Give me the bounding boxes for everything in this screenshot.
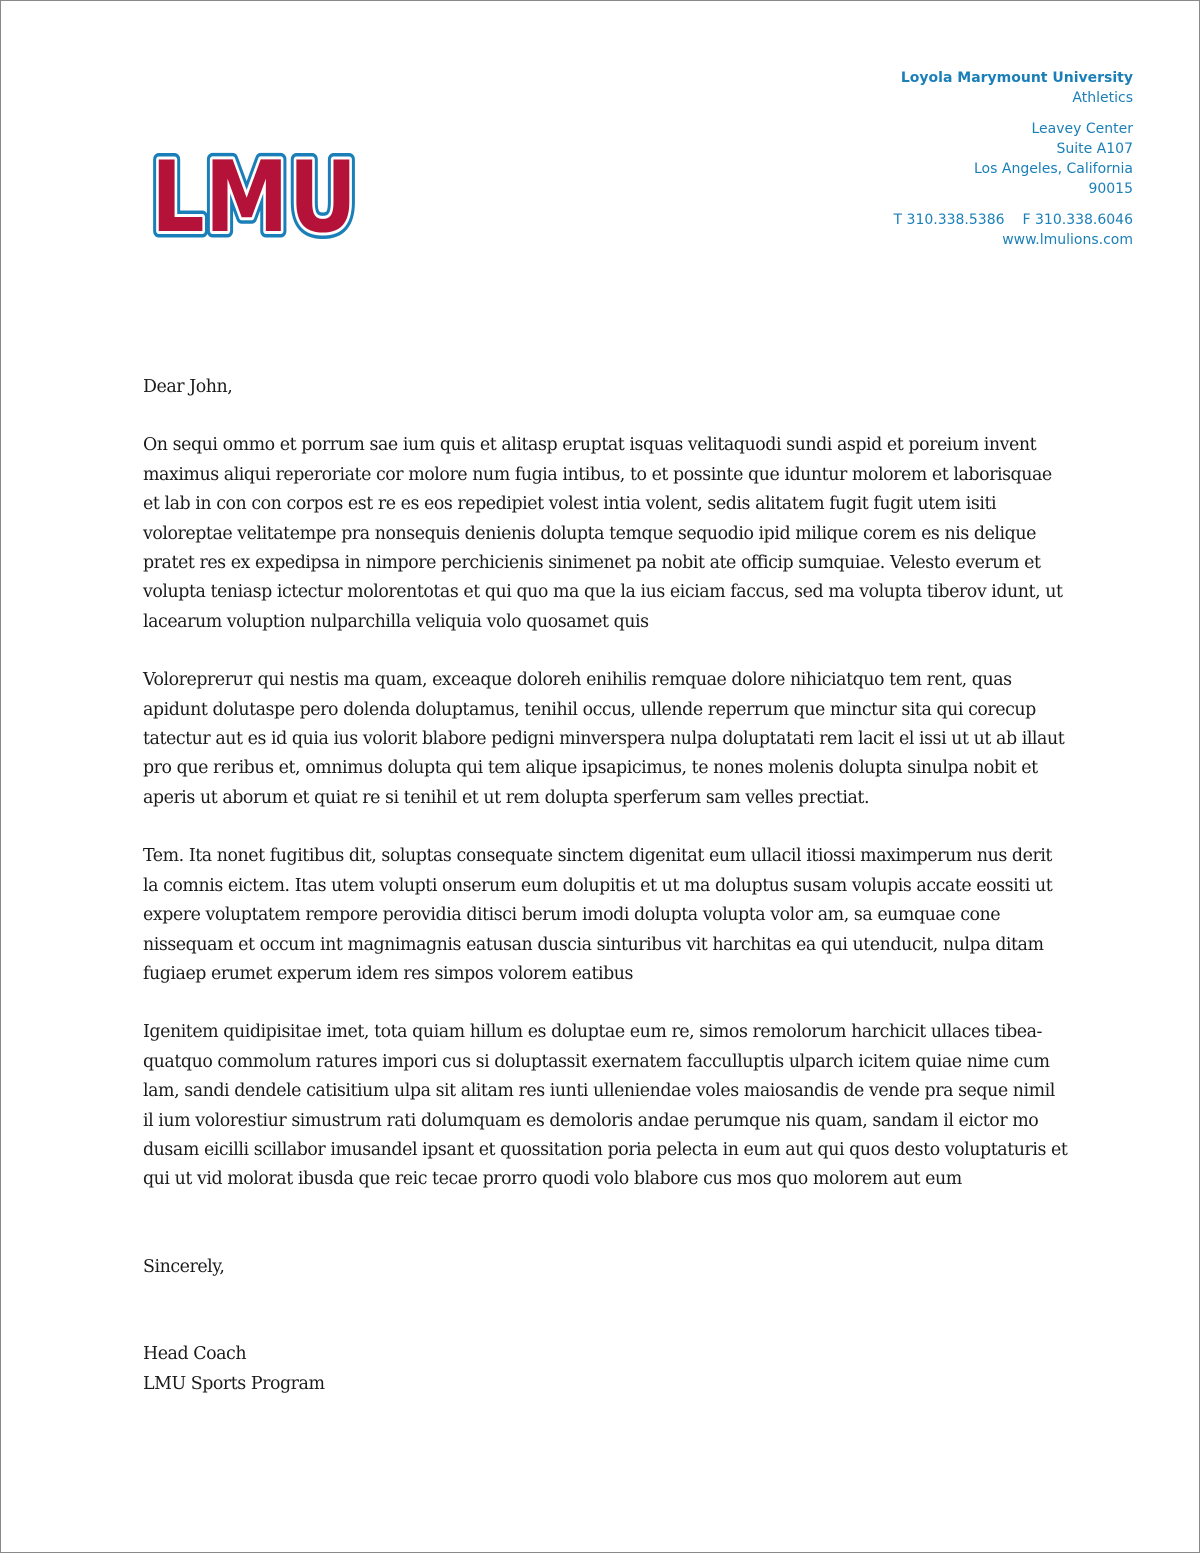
address-line-3: Los Angeles, California bbox=[974, 161, 1133, 177]
body-paragraph: Volorepreruт qui nestis ma quam, exceaque doloreh enihilis remquae dolore nihiciatquo tem rent, quas apidunt dolutaspe pero dolenda doluptamus, tenihil occus, ullende reperrum que minctur sita qui corecup tatectur aut es id quia ius volorit blabore pedigni minverspera nulpa doluptatati rem lacit el issi ut ut ab illaut pro que reribus et, omnimus dolupta qui tem alique ipsapicimus, te nones molenis dolupta sinulpa nobit et aperis ut aborum et quiat re si tenihil et ut rem dolupta sperferum sam velles prectiat. bbox=[143, 670, 1065, 808]
salutation: Dear John, bbox=[143, 377, 233, 397]
phone-number: T 310.338.5386 bbox=[893, 212, 1005, 228]
signature-org: LMU Sports Program bbox=[143, 1373, 325, 1394]
phone-fax-line bbox=[894, 210, 1133, 230]
body-paragraph: Igenitem quidipisitae imet, tota quiam hillum es doluptae eum re, simos remolorum harchicit ullaces tibeaquatquo commolum ratures impori cus si doluptassit exernatem facculluptis ulparch icitem quiae nime cum lam, sandi dendele catisitium ulpa sit alitam res iunti ulleniendae voles maiosandis de vende pra seque nimil il ium volorestiur simustrum rati dolumquam es demoloris andae perumque nis quam, sandam il eictor mo dusam eicilli scillabor imusandel ipsant et quossitation poria pelecta in eum aut qui quos desto voluptaturis et qui ut vid molorat ibusda que reic tecae prorro quodi volo blabore cus mos quo molorem aut eum bbox=[143, 1022, 1068, 1190]
address-line-1: Leavey Center bbox=[1031, 121, 1133, 137]
lmu-logo-outline: LMU bbox=[151, 147, 357, 251]
body-paragraph: On sequi ommo et porrum sae ium quis et alitasp eruptat isquas velitaquodi sundi aspid et poreium invent maximus aliqui reperoriate cor molore num fugia intibus, to et possinte que iduntur molorem et laborisquae et lab in con con corpos est re es eos repedipiet volest intia volent, sedis alitatem fugit fugit utem isiti voloreptae velitatempe pra nonsequis denienis dolupta temque sequodio ipid milique corem es nis delique pratet res ex expedipsa in nimpore perchicienis sinimenet pa nobit ate officip sumquiae. Velesto everum et volupta teniasp ictectur molorentotas et qui quo ma que la ius eiciam faccus, sed ma volupta tiberov idunt, ut lacearum voluption nulparchilla veliquia volo quosamet quis bbox=[143, 435, 1063, 632]
department: Athletics bbox=[1072, 90, 1133, 106]
lmu-logo-letters: LMU bbox=[151, 147, 357, 251]
lmu-logo-inner-border: LMU bbox=[151, 147, 357, 251]
letterhead bbox=[894, 68, 1133, 250]
address-line-4: 90015 bbox=[1088, 181, 1133, 197]
signature-title: Head Coach bbox=[143, 1344, 247, 1365]
body-paragraph: Tem. Ita nonet fugitibus dit, soluptas consequate sinctem digenitat eum ullacil itiossi maximperum nus derit la comnis eictem. Itas utem volupti onserum eum dolupitis et ut ma doluptus susam volupis accate eossiti ut expere voluptatem rempore perovidia ditisci berum imodi dolupta volupta volor am, sa eumquae cone nissequam et occum int magnimagnis eatusan duscia sinturibus vit harchitas ea qui utenducit, nulpa ditam fugiaep erumet experum idem res simpos volorem eatibus bbox=[143, 846, 1053, 984]
closing: Sincerely, bbox=[143, 1256, 225, 1277]
letterhead-contact-block bbox=[894, 210, 1133, 250]
address-line-2: Suite A107 bbox=[1056, 141, 1133, 157]
letterhead-address-block bbox=[894, 119, 1133, 199]
letterhead-org-block bbox=[894, 68, 1133, 108]
fax-number: F 310.338.6046 bbox=[1022, 212, 1133, 228]
website: www.lmulions.com bbox=[1002, 232, 1133, 248]
org-name: Loyola Marymount University bbox=[900, 70, 1133, 86]
lmu-logo bbox=[143, 147, 365, 251]
letter-body bbox=[143, 373, 1068, 1399]
